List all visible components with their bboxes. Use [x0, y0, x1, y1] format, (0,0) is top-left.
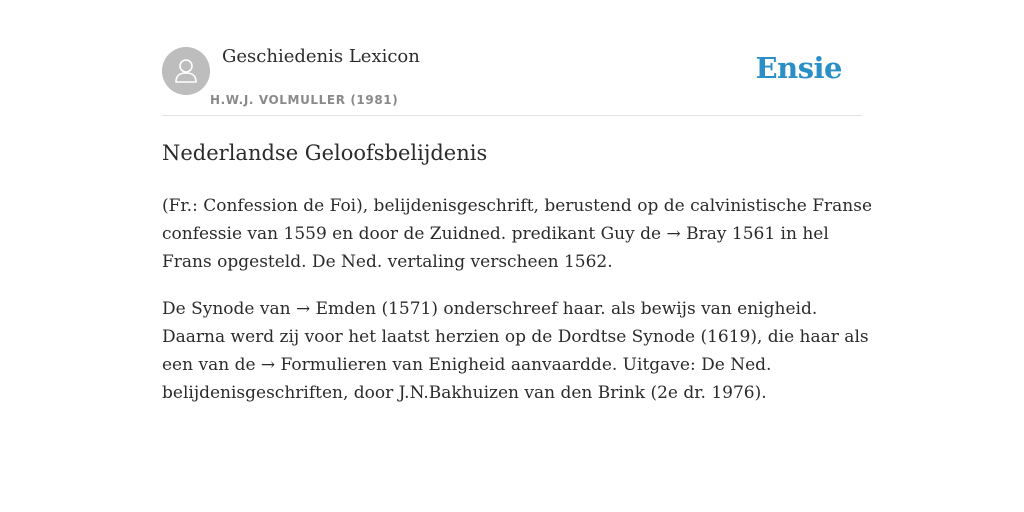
- text-line: belijdenisgeschriften, door J.N.Bakhuizen van den Brink (2e dr. 1976).: [162, 383, 767, 403]
- text-line: confessie van 1559 en door de Zuidned. predikant Guy de → Bray 1561 in hel: [162, 224, 829, 244]
- text-line: een van de → Formulieren van Enigheid aanvaardde. Uitgave: De Ned.: [162, 355, 772, 375]
- source-author[interactable]: H.W.J. VOLMULLER (1981): [210, 93, 399, 107]
- paragraph: [162, 295, 869, 407]
- source-header: [162, 0, 862, 116]
- text-line: (Fr.: Confession de Foi), belijdenisgeschrift, berustend op de calvinistische Franse: [162, 196, 873, 216]
- brand-logo[interactable]: Ensie: [755, 51, 842, 85]
- text-line: De Synode van → Emden (1571) onderschreef haar. als bewijs van enigheid.: [162, 299, 818, 319]
- article-page: [162, 0, 873, 403]
- user-avatar-icon[interactable]: [162, 47, 210, 95]
- source-title[interactable]: Geschiedenis Lexicon: [222, 46, 420, 67]
- text-line: Frans opgesteld. De Ned. vertaling verscheen 1562.: [162, 252, 613, 272]
- text-line: Daarna werd zij voor het laatst herzien op de Dordtse Synode (1619), die haar als: [162, 327, 869, 347]
- paragraph: [162, 192, 873, 276]
- entry-title: Nederlandse Geloofsbelijdenis: [162, 141, 488, 165]
- entry-body: [162, 192, 873, 426]
